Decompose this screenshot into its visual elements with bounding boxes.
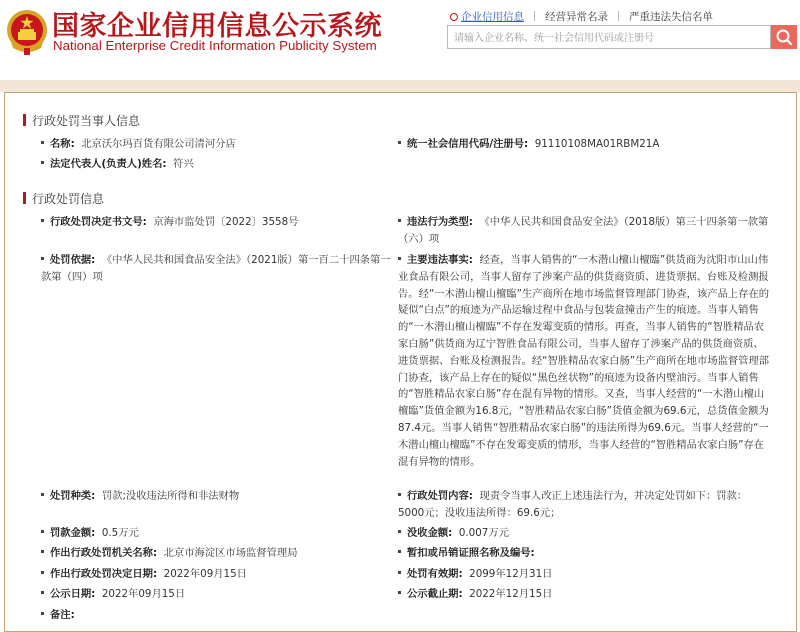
nav-enterprise-credit[interactable] (450, 9, 524, 24)
field-value: 《中华人民共和国食品安全法》（2021版）第一百二十四条第一款第（四）项 (41, 254, 391, 283)
field-label: 罚款金额: (50, 527, 96, 539)
site-subtitle: National Enterprise Credit Information Publicity System (53, 38, 377, 53)
field-credit-code (398, 136, 768, 153)
field-value: 2022年09月15日 (101, 588, 186, 600)
field-label: 法定代表人(负责人)姓名: (50, 158, 167, 170)
field-label: 处罚依据: (50, 254, 96, 266)
field-value: 91110108MA01RBM21A (534, 138, 660, 150)
field-label: 暂扣或吊销证照名称及编号: (407, 547, 535, 559)
field-authority (41, 545, 381, 562)
search-icon (771, 25, 797, 49)
nav-label: 经营异常名录 (545, 11, 608, 23)
field-remark (41, 607, 381, 624)
field-label: 处罚种类: (50, 490, 96, 502)
field-penalty-kind (41, 488, 381, 505)
field-value: 0.007万元 (458, 527, 509, 539)
site-header (0, 0, 800, 80)
field-penalty-basis (41, 252, 391, 286)
circle-icon (450, 13, 458, 21)
search-button[interactable] (771, 25, 797, 49)
field-decision-doc-number (41, 214, 381, 231)
nav-serious-violation-list[interactable] (629, 9, 713, 24)
section-bar (23, 114, 26, 126)
field-violation-type (398, 214, 770, 248)
header-divider-band (0, 80, 800, 92)
field-value: 经查，当事人销售的“一木潜山檀山檀臨”供货商为沈阳市山山伟业食品有限公司，当事人留存了涉案产品的供货商资质、进货票据、台账及检测报告。经“一木潜山檀山檀臨”生产商所在地市场监督管理部门协查，该产品上存在的疑似“白点”的痕迹为产品运输过程中食品与包装盒撞击产生的痕迹。当事人销售的“一木潜山檀山檀臨”不存在发霉变质的情形。再查，当事人销售的“智胜精品农家白肠”供货商为辽宁智胜食品有限公司，当事人留存了涉案产品的供货商资质、进货票据、台账及检测报告。经“智胜精品农家白肠”生产商所在地市场监督管理部门协查，该产品上存在的疑似“黑色丝状物”的痕迹为设备内壁油污。当事人销售的“智胜精品农家白肠”存在混有异物的情形。又查，当事人经营的“一木潜山檀山檀臨”货值金额为16.8元，“智胜精品农家白肠”货值金额为69.6元，总货值金额为87.4元。当事人销售“智胜精品农家白肠”的违法所得为69.6元。当事人经营的“一木潜山檀山檀臨”不存在发霉变质的情形，当事人经营的“智胜精品农家白肠”存在混有异物的情形。 (398, 254, 770, 468)
field-fine-amount (41, 525, 381, 542)
field-label: 名称: (50, 138, 75, 150)
field-name (41, 136, 381, 153)
section-title-text: 行政处罚当事人信息 (32, 114, 141, 128)
field-label: 行政处罚内容: (407, 490, 473, 502)
field-value: 北京市海淀区市场监督管理局 (163, 547, 298, 559)
nav-label: 企业信用信息 (461, 11, 524, 23)
field-label: 作出行政处罚机关名称: (50, 547, 158, 559)
national-emblem-icon (5, 8, 49, 56)
field-value: 现责令当事人改正上述违法行为，并决定处罚如下：罚款：5000元；没收违法所得：69.6元； (398, 490, 748, 519)
nav-label: 严重违法失信名单 (629, 11, 713, 23)
field-label: 公示截止期: (407, 588, 463, 600)
field-value: 北京沃尔玛百货有限公司清河分店 (81, 138, 236, 150)
field-label: 处罚有效期: (407, 568, 463, 580)
section-title (23, 190, 104, 207)
search-box (447, 25, 771, 49)
site-title: 国家企业信用信息公示系统 (52, 11, 382, 42)
field-label: 违法行为类型: (407, 216, 473, 228)
nav-divider (534, 11, 535, 21)
field-label: 作出行政处罚决定日期: (50, 568, 158, 580)
field-decision-date (41, 566, 381, 583)
field-validity (398, 566, 770, 583)
field-legal-rep (41, 156, 381, 173)
field-label: 公示日期: (50, 588, 96, 600)
field-value: 《中华人民共和国食品安全法》（2018版）第三十四条第一款第（六）项 (398, 216, 769, 245)
field-value: 罚款;没收违法所得和非法财物 (101, 490, 240, 502)
field-value: 符兴 (173, 158, 194, 170)
field-label: 没收金额: (407, 527, 453, 539)
field-label: 行政处罚决定书文号: (50, 216, 147, 228)
field-publication-date (41, 586, 381, 603)
field-main-facts (398, 252, 770, 470)
field-value: 京海市监处罚〔2022〕3558号 (153, 216, 299, 228)
nav-abnormal-list[interactable] (545, 9, 608, 24)
field-label: 备注: (50, 609, 75, 621)
search-input[interactable] (448, 28, 770, 50)
field-penalty-content (398, 488, 770, 522)
field-value: 2099年12月31日 (469, 568, 553, 580)
field-value: 2022年09月15日 (163, 568, 247, 580)
field-label: 主要违法事实: (407, 254, 473, 266)
section-title (23, 112, 140, 129)
field-publication-end (398, 586, 770, 603)
section-title-text: 行政处罚信息 (32, 192, 105, 206)
top-nav (450, 9, 713, 23)
field-value: 2022年12月15日 (469, 588, 553, 600)
field-value: 0.5万元 (101, 527, 139, 539)
field-label: 统一社会信用代码/注册号: (407, 138, 529, 150)
nav-divider (618, 11, 619, 21)
content-panel (4, 92, 797, 632)
field-confiscation-amount (398, 525, 770, 542)
field-license-revocation (398, 545, 770, 562)
section-bar (23, 192, 26, 204)
